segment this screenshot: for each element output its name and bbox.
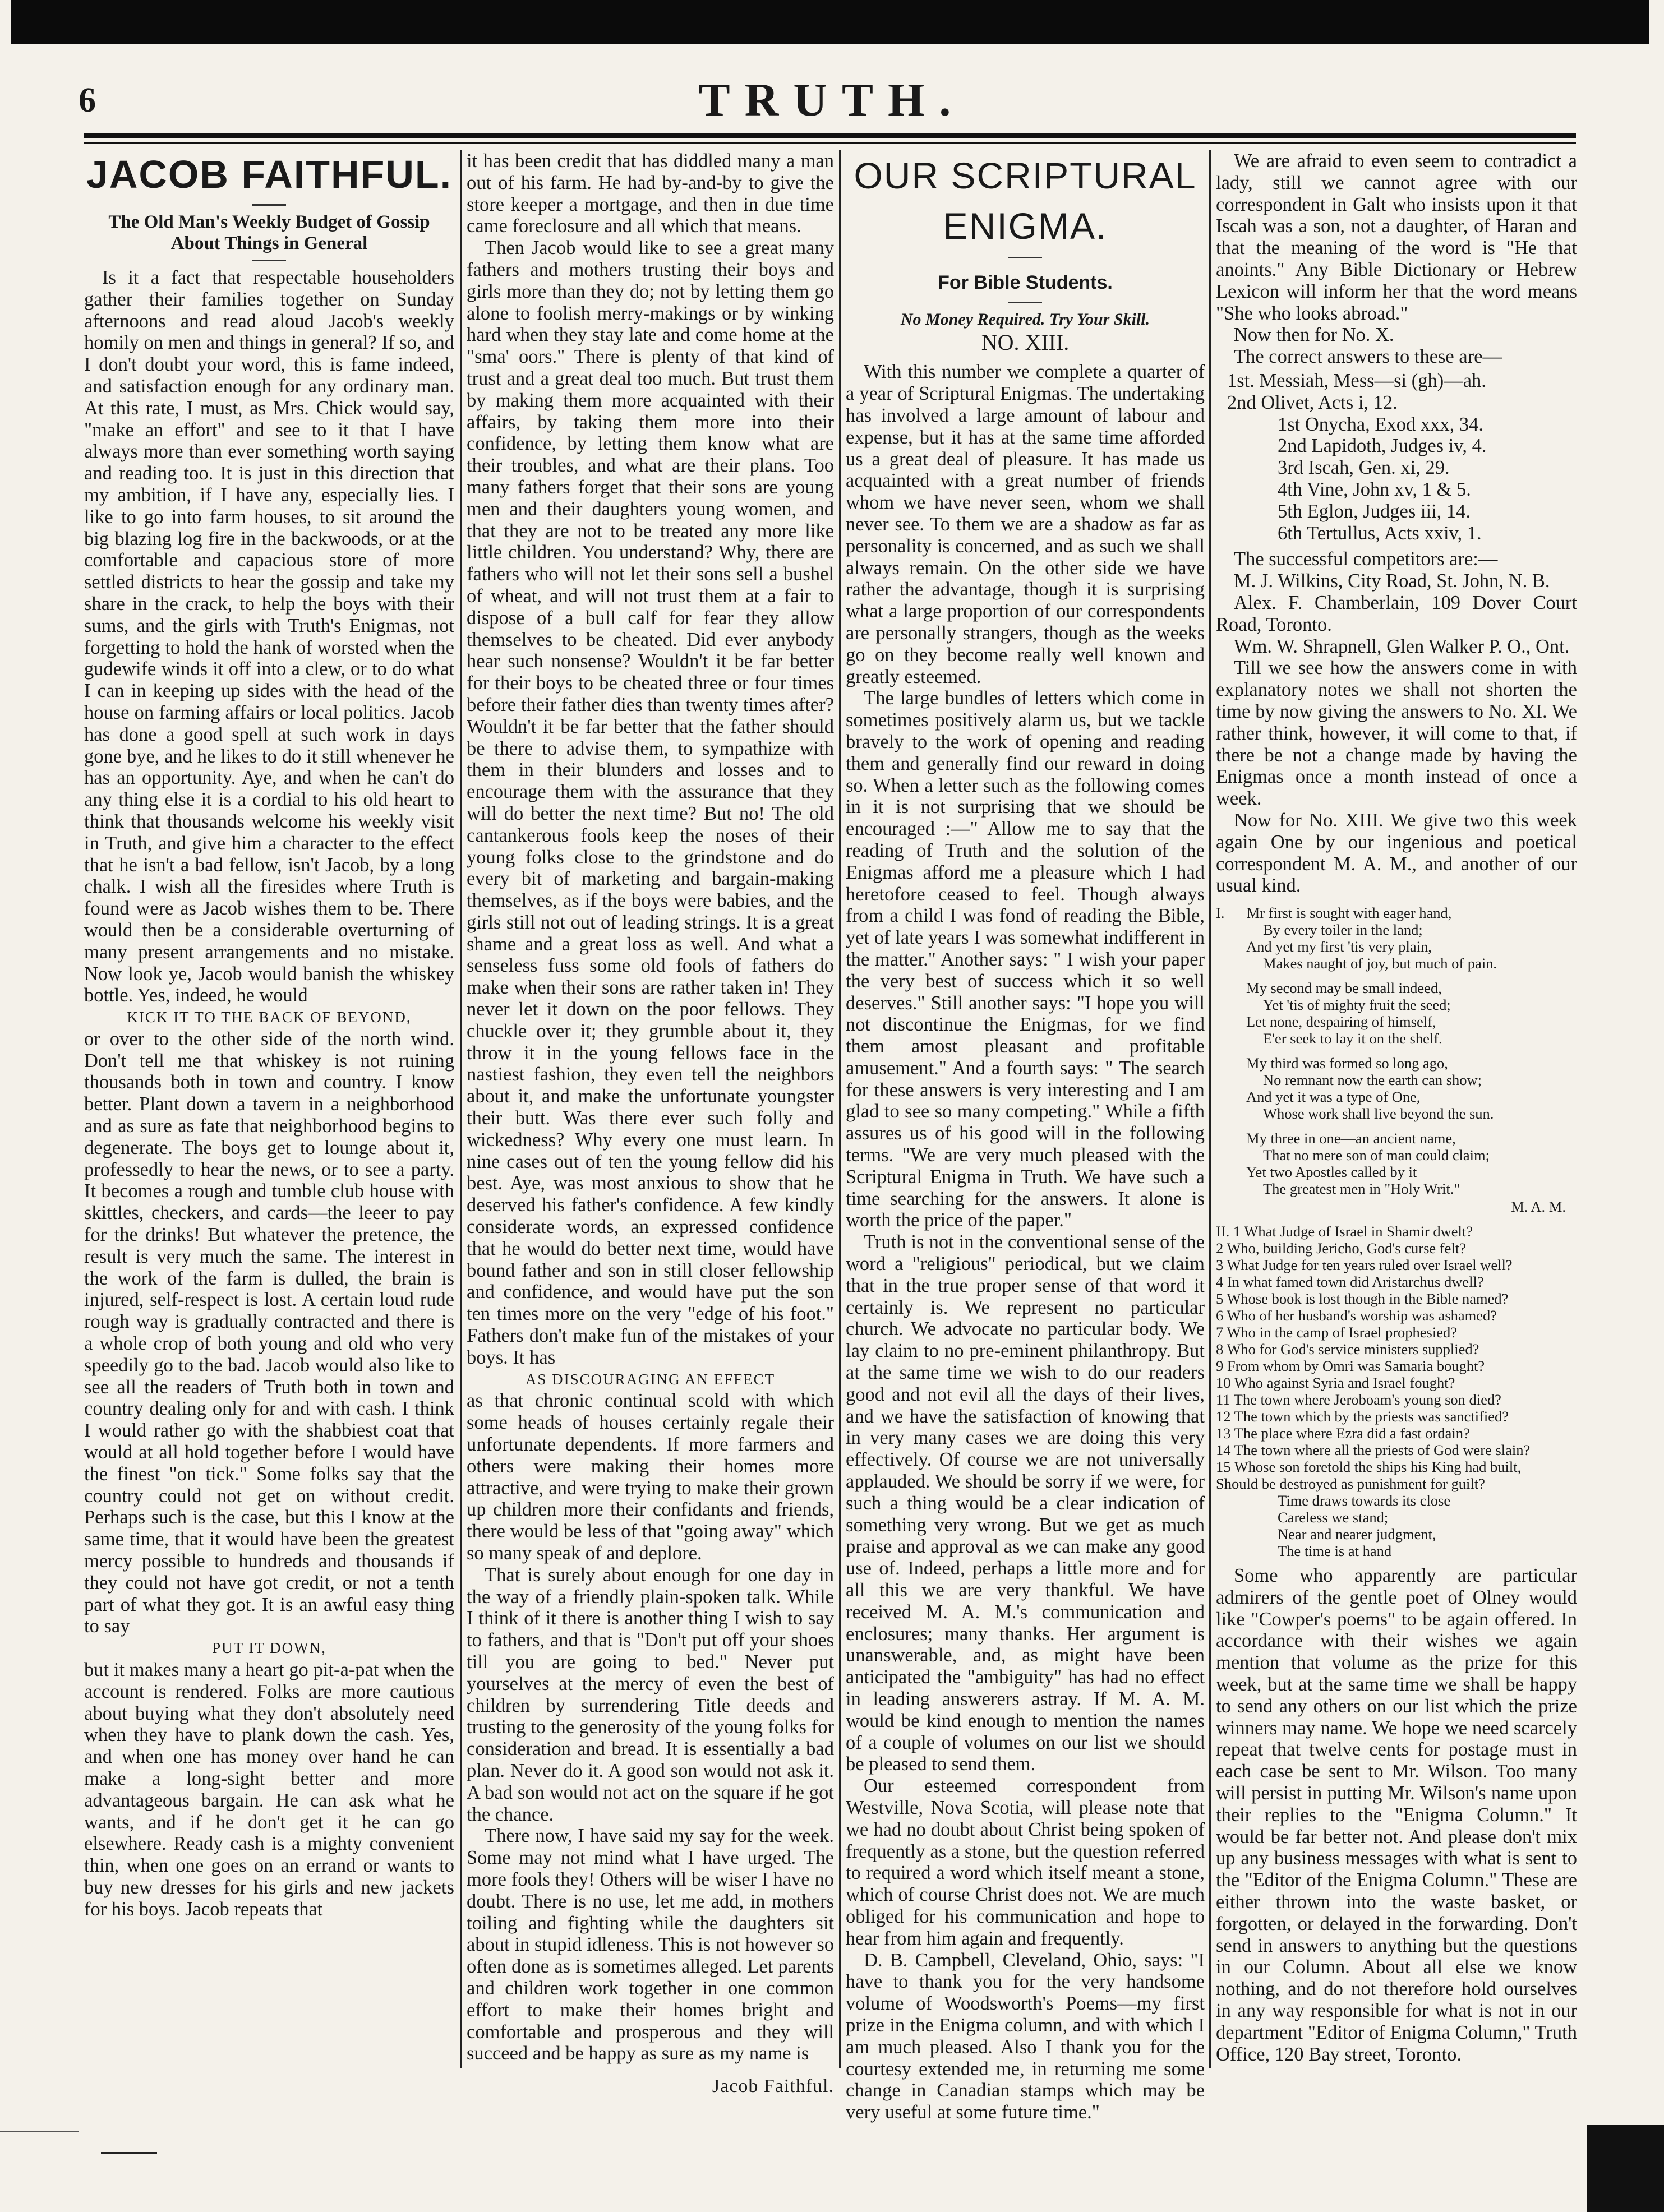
answer-item: 2nd Lapidoth, Judges iv, 4. [1278, 435, 1487, 457]
poem-line: E'er seek to lay it on the shelf. [1263, 1030, 1442, 1047]
section-caps: AS DISCOURAGING AN EFFECT [525, 1370, 776, 1388]
paragraph: We are afraid to even seem to contradict a lady, still we cannot agree with our correspondent in Galt who insists upon it that Iscah was a son, not a daughter, of Haran and that the meaning of the word is "He that anoints." Any Bible Dictionary or Hebrew Lexicon will inform her that the word means "She who looks abroad." [1216, 150, 1577, 324]
paper-name: TRUTH. [698, 74, 966, 126]
poem-line: That no mere son of man could claim; [1263, 1147, 1490, 1164]
question-item: 11 The town where Jeroboam's young son died? [1216, 1391, 1501, 1409]
poem-line: My second may be small indeed, [1246, 980, 1442, 997]
masthead-rule-thin [84, 142, 1576, 144]
answer-item: 1st. Messiah, Mess—si (gh)—ah. [1227, 370, 1486, 391]
answer-item: 5th Eglon, Judges iii, 14. [1278, 500, 1471, 522]
column-divider [1209, 150, 1211, 2068]
poem-author: M. A. M. [1511, 1198, 1566, 1216]
question-item: 15 Whose son foretold the ships his King had built, [1216, 1458, 1522, 1476]
divider [1008, 257, 1042, 258]
enigma-poem [1216, 904, 1577, 1215]
poem-line: Yet 'tis of mighty fruit the seed; [1263, 996, 1451, 1014]
answer-item: 3rd Iscah, Gen. xi, 29. [1278, 457, 1450, 479]
column-jacob-continued [467, 150, 834, 2097]
answer-item: 2nd Olivet, Acts i, 12. [1227, 391, 1398, 413]
masthead-rule-thick [84, 133, 1576, 138]
paragraph: Then Jacob would like to see a great many fathers and mothers trusting their boys and girls more than they do; not by letting them go alone to foolish merry-makings or by winking hard when they stay late and come home at the "sma' oors." There is plenty of that kind of trust and a great deal too much. But trust them by making them more acquainted with their affairs, by taking them more into their confidence, by letting them know what are their troubles, and what are their plans. Too many fathers forget that their sons are young men and their daughters young women, and that they are not to be treated any more like little children. You understand? Why, there are fathers who will not let their sons sell a bushel of wheat, and will not trust them at a fair to dispose of a bull calf for fear they allow themselves to be cheated. Did ever anybody hear such nonsense? Wouldn't it be far better for their boys to be cheated three or four times before their father dies than twenty times after? Wouldn't it be far better that the father should be there to advise them, to sympathize with them in their blunders and losses and to encourage them with the assurance that they will do better the next time? But no! The old cantankerous fools keep the noses of their young folks close to the grindstone and do every bit of marketing and bargain-making themselves, as if the boys were babies, and the girls still not out of leading strings. It is a great shame and a great loss as well. And what a senseless fuss some old fools of fathers do make when their sons are rather taken in! They never let it down on the poor fellows. They chuckle over it; they grumble about it, they throw it in the young fellows face in the nastiest fashion, they even tell the neighbors about it, and make the unfortunate youngster their butt. Was there ever such folly and wickedness? Why every one must learn. In nine cases out of ten the young fellow did his best. Aye, was most anxious to show that he deserved his father's confidence. A few kindly considerate words, an expressed confidence that he would do better next time, would have bound father and son in still closer fellowship and confidence, and would have put the son ten times more on the very "edge of his foot." Fathers don't make fun of the mistakes of your boys. It has [467, 237, 834, 1368]
paragraph: The correct answers to these are— [1234, 346, 1502, 368]
paragraph: but it makes many a heart go pit-a-pat when the account is rendered. Folks are more cautious about buying what they don't absolutely need when they have to plank down the cash. Yes, and when one has money over hand he can make a long-sight better and more advantageous bargain. He can ask what he wants, and if he don't get it he can go elsewhere. Ready cash is a mighty convenient thin, when one goes on an errand or wants to buy new dresses for his girls and new jackets for his boys. Jacob repeats that [84, 1659, 454, 1920]
poem-line: The greatest men in "Holy Writ." [1263, 1180, 1460, 1198]
question-text: 1 What Judge of Israel in Shamir dwelt? [1233, 1223, 1473, 1240]
column-jacob-faithful [84, 150, 454, 2074]
question-item: 5 Whose book is lost though in the Bible named? [1216, 1290, 1509, 1308]
poem-line: Whose work shall live beyond the sun. [1263, 1105, 1494, 1123]
competitor: Wm. W. Shrapnell, Glen Walker P. O., Ont. [1234, 635, 1570, 657]
poem-line: Yet two Apostles called by it [1246, 1163, 1417, 1181]
question-item: Should be destroyed as punishment for guilt? [1216, 1475, 1485, 1493]
poem-line: My three in one—an ancient name, [1246, 1130, 1456, 1147]
question-item: 4 In what famed town did Aristarchus dwell? [1216, 1273, 1484, 1291]
question-item: 10 Who against Syria and Israel fought? [1216, 1374, 1455, 1392]
paragraph: D. B. Campbell, Cleveland, Ohio, says: "I have to thank you for the very handsome volume of Woodsworth's Poems—my first prize in the Enigma column, and with which I am much pleased. Also I thank you for the courtesy extended me, in returning me some change in Canadian stamps which may be very useful at some future time." [846, 1949, 1205, 2123]
poem-stanza [1216, 904, 1577, 972]
answer-list [1227, 370, 1577, 544]
column-enigma-answers [1216, 150, 1577, 2074]
paragraph: Till we see how the answers come in with explanatory notes we shall not shorten the time by now giving the answers to No. XI. We rather think, however, it will come to that, if there be not a change made by having the Enigmas once a month instead of once a week. [1216, 657, 1577, 810]
question-number: II. [1216, 1223, 1230, 1240]
answer-item: 4th Vine, John xv, 1 & 5. [1278, 478, 1471, 500]
page-number: 6 [79, 81, 96, 119]
question-item: 14 The town where all the priests of God were slain? [1216, 1442, 1531, 1459]
question-item: 2 Who, building Jericho, God's curse felt? [1216, 1240, 1466, 1257]
column-divider [460, 150, 462, 2068]
section-caps: KICK IT TO THE BACK OF BEYOND, [127, 1009, 412, 1026]
answer-item: 1st Onycha, Exod xxx, 34. [1278, 413, 1484, 435]
paragraph: it has been credit that has diddled many a man out of his farm. He had by-and-by to give the store keeper a mortgage, and then in due time came foreclosure and all which that means. [467, 150, 834, 237]
poem-line: Makes naught of joy, but much of pain. [1263, 955, 1497, 972]
scan-mark [0, 2131, 79, 2132]
question-item: 7 Who in the camp of Israel prophesied? [1216, 1324, 1457, 1341]
column-scriptural-enigma [846, 150, 1205, 2123]
answer-item: 6th Tertullus, Acts xxiv, 1. [1278, 522, 1482, 544]
poem-stanza [1216, 980, 1577, 1047]
masthead [0, 73, 1664, 135]
poem-line: By every toiler in the land; [1263, 921, 1423, 939]
poem-line: Let none, despairing of himself, [1246, 1013, 1436, 1031]
competitor: Alex. F. Chamberlain, 109 Dover Court Road, Toronto. [1216, 592, 1577, 635]
divider [252, 204, 286, 206]
paragraph: Now for No. XIII. We give two this week again One by our ingenious and poetical correspondent M. A. M., and another of our usual kind. [1216, 809, 1577, 897]
paragraph: Some who apparently are particular admirers of the gentle poet of Olney would like "Cowper's poems" to be again offered. In accordance with their wishes we again mention that volume as the prize for this week, but at the same time we shall be happy to send any others on our list which the prize winners may name. We hope we need scarcely repeat that twelve cents for postage must in each case be sent to Mr. Wilson. Too many will persist in putting Mr. Wilson's name upon their replies to the "Enigma Column." It would be far better not. And please don't mix up any business messages with what is sent to the "Editor of the Enigma Column." These are either thrown into the waste basket, or forgotten, or delayed in the forwarding. Don't send in answers to anything but the questions in our Column. About all else we know nothing, and do not therefore hold ourselves in any way responsible for what is not in our department "Editor of Enigma Column," Truth Office, 120 Bay street, Toronto. [1216, 1565, 1577, 2065]
paragraph: Our esteemed correspondent from Westville, Nova Scotia, will please note that we had no doubt about Christ being spoken of frequently as a stone, but the question referred to required a word which itself meant a stone, which of course Christ does not. We are much obliged for his communication and hope to hear from him again and frequently. [846, 1775, 1205, 1949]
paragraph: Now then for No. X. [1234, 324, 1394, 346]
closing-line: The time is at hand [1278, 1543, 1392, 1560]
poem-stanza [1216, 1130, 1577, 1215]
poem-line: No remnant now the earth can show; [1263, 1072, 1482, 1089]
question-item: 3 What Judge for ten years ruled over Israel well? [1216, 1257, 1513, 1274]
subheading: For Bible Students. [938, 272, 1113, 293]
poem-stanza [1216, 1055, 1577, 1122]
closing-line: Near and nearer judgment, [1278, 1526, 1436, 1543]
poem-number: I. [1216, 904, 1225, 922]
paragraph: The successful competitors are:— [1234, 548, 1498, 570]
divider [252, 260, 286, 261]
paragraph: Truth is not in the conventional sense of the word a "religious" periodical, but we claim that in the true proper sense of that word it certainly is. We represent no particular church. We advocate no particular body. We lay claim to no pre-eminent philanthropy. But at the same time we wish to do our readers good and not evil all the days of their lives, and we have the satisfaction of knowing that in very many cases we are doing this very effectively. Of course we are not universally applauded. We should be sorry if we were, for such a thing would be a clear indication of something very wrong. But we get as much praise and approval as we can make any good use of. Indeed, perhaps a little more and for all this we are very thankful. We have received M. A. M.'s communication and enclosures; many thanks. Her argument is unanswerable, and, as might have been anticipated the "ambiguity" has had no effect in leading answerers astray. If M. A. M. would be kind enough to mention the names of a couple of volumes on our list we should be pleased to send them. [846, 1231, 1205, 1775]
closing-line: Time draws towards its close [1278, 1492, 1451, 1509]
competitor: M. J. Wilkins, City Road, St. John, N. B. [1234, 570, 1550, 592]
paragraph: or over to the other side of the north wind. Don't tell me that whiskey is not ruining thousands both in town and country. I know better. Plant down a tavern in a neighborhood and as sure as fate that neighborhood begins to degenerate. The boys get to lounge about it, professedly to hear the news, or to see a party. It becomes a rough and tumble club house with skittles, checkers, and cards—the leeer to pay for the drinks! But whatever the pretence, the result is very much the same. The interest in the work of the farm is dulled, the brain is injured, self-respect is lost. A certain loud rude rough way is gradually contracted and there is a whole crop of both young and old who very speedily go to the bad. Jacob would also like to see all the readers of Truth both in town and country dealing only for and with cash. I think I would rather go with the shabbiest coat that would at all hold together before I would have the finest "on tick." Some folks say that the country could not get on without credit. Perhaps such is the case, but this I know at the same time, that it would have been the greatest mercy possible to hundreds and thousands if they could not have got credit, or not a tenth part of what they got. It is an awful easy thing to say [84, 1028, 454, 1637]
subheading: No Money Required. Try Your Skill. [900, 310, 1150, 329]
paragraph: Is it a fact that respectable householders gather their families together on Sunday afternoons and read aloud Jacob's weekly homily on men and things in general? If so, and I don't doubt your word, this is fame indeed, and satisfaction enough for any ordinary man. At this rate, I must, as Mrs. Chick would say, "make an effort" and see to it that I have always more than ever something worth saying and reading too. It is just in this direction that my ambition, if I have any, especially lies. I like to go into farm houses, to sit around the big blazing log fire in the backwoods, or at the comfortable and capacious store of more settled districts to hear the gossip and take my share in the crack, to help the boys with their sums, and the girls with Truth's Enigmas, not forgetting to hold the hank of worsted when the gudewife winds it off into a clew, or to do what I can in keeping up sides with the head of the house on farming affairs or local politics. Jacob has done a good spell at such work in days gone bye, and he likes to do it still whenever he has an opportunity. Aye, and when he can't do any thing else it is a cordial to his old heart to think that thousands welcome his weekly visit in Truth, and give him a character to the effect that he isn't a bad fellow, isn't Jacob, by a long chalk. I wish all the firesides where Truth is found were as Jacob wishes them to be. There would then be a considerable overturning of many present arrangements and no mistake. Now look ye, Jacob would banish the whiskey bottle. Yes, indeed, he would [84, 267, 454, 1006]
top-black-band [11, 0, 1649, 44]
paragraph: With this number we complete a quarter of a year of Scriptural Enigmas. The undertaking has involved a large amount of labour and expense, but it has at the same time afforded us a great deal of pleasure. It has made us acquainted with a great number of friends whom we have never seen, whom we shall never see. To them we are a shadow as far as personality is concerned, and as such we shall always remain. On the other side we have rather the advantage, though it is surprising what a large proportion of our correspondents are personally strangers, though as the weeks go on they become really well known and greatly esteemed. [846, 361, 1205, 687]
question-item: 13 The place where Ezra did a fast ordain? [1216, 1425, 1470, 1442]
question-item: 6 Who of her husband's worship was ashamed? [1216, 1307, 1497, 1324]
scan-mark [101, 2152, 157, 2154]
corner-black-band [1587, 2125, 1664, 2212]
signature: Jacob Faithful. [712, 2076, 834, 2097]
question-item: 12 The town which by the priests was sanctified? [1216, 1408, 1509, 1425]
poem-line: And yet my first 'tis very plain, [1246, 938, 1432, 955]
paragraph: as that chronic continual scold with which some heads of houses certainly regale their unfortunate dependents. If more farmers and others were making their homes more attractive, and were trying to make their grown up children more their confidants and friends, there would be less of that "going away" which so many speak of and deplore. [467, 1390, 834, 1564]
enigma-number: NO. XIII. [981, 329, 1070, 355]
section-caps: PUT IT DOWN, [212, 1640, 326, 1657]
question-item: 8 Who for God's service ministers supplied? [1216, 1341, 1479, 1358]
enigma-questions [1216, 1223, 1577, 1559]
article-title: JACOB FAITHFUL. [86, 153, 453, 196]
closing-line: Careless we stand; [1278, 1509, 1389, 1526]
paragraph: The large bundles of letters which come in sometimes positively alarm us, but we tackle bravely to the work of opening and reading them and generally find our reward in doing so. When a letter such as the following comes in it is not surprising that we should be encouraged :—" Allow me to say that the reading of Truth and the solution of the Enigmas afford me a pleasure which I had heretofore ceased to feel. Though always from a child I was fond of reading the Bible, yet of late years I was somewhat indifferent in the matter." Another says: " I wish your paper the very best of success which it so well deserves." Still another says: "I hope you will not discontinue the Enigmas, for we find them amost pleasant and profitable amusement." And a fourth says: " The search for these answers is very interesting and I am glad to see so many competing." While a fifth assures us of his good will in the following terms. "We are very much pleased with the Scriptural Enigma in Truth. We have such a time searching for the answers. It alone is worth the price of the paper." [846, 687, 1205, 1231]
question-item: 9 From whom by Omri was Samaria bought? [1216, 1357, 1485, 1375]
article-title: OUR SCRIPTURAL ENIGMA. [854, 155, 1197, 247]
question-item [1216, 1223, 1577, 1240]
paragraph: That is surely about enough for one day in the way of a friendly plain-spoken talk. While I think of it there is another thing I wish to say to fathers, and that is "Don't put off your shoes till you are going to bed." Never put yourselves at the mercy of even the best of children by surrendering Title deeds and trusting to the generosity of the young folks for consideration and bread. It is essentially a bad plan. Never do it. A good son would not ask it. A bad son would not act on the square if he got the chance. [467, 1564, 834, 1825]
poem-line: And yet it was a type of One, [1246, 1088, 1421, 1106]
paragraph: There now, I have said my say for the week. Some may not mind what I have urged. The more fools they! Others will be wiser I have no doubt. There is no use, let me add, in mothers toiling and fighting while the daughters sit about in stupid idleness. This is not however so often done as is sometimes alleged. Let parents and children work together in one common effort to make their homes bright and comfortable and prosperous and they will succeed and be happy as sure as my name is [467, 1825, 834, 2065]
poem-line: My third was formed so long ago, [1246, 1055, 1448, 1072]
article-subtitle: The Old Man's Weekly Budget of Gossip About Things in General [108, 212, 430, 253]
poem-line: Mr first is sought with eager hand, [1246, 904, 1452, 922]
column-divider [839, 150, 841, 2068]
divider [1008, 302, 1042, 303]
